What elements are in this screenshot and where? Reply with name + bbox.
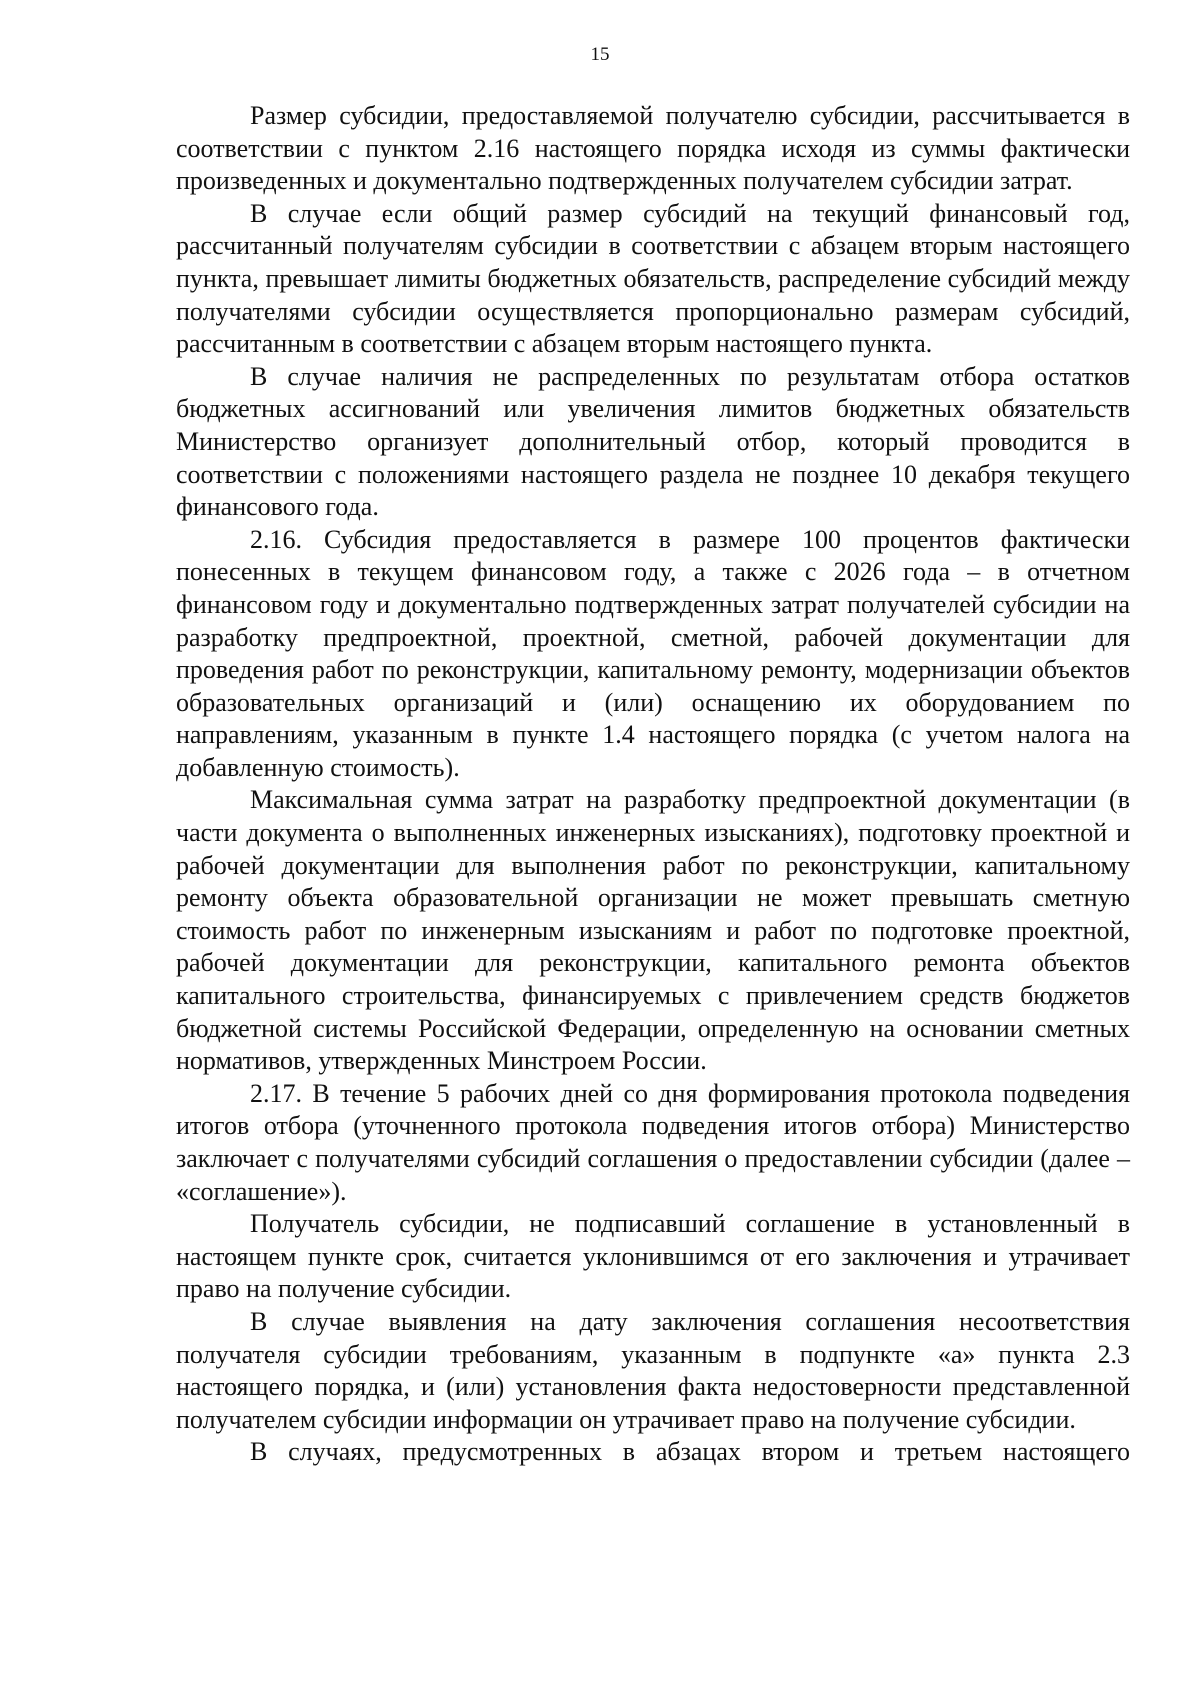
paragraph-clause-2-16: 2.16. Субсидия предоставляется в размере 100 процентов фактически понесенных в текущем финансовом году, а также с 2026 года – в отчетном финансовом году и документально подтвержденных затрат получателей субсидии на разработку предпроектной, проектной, сметной, рабочей документации для проведения работ по реконструкции, капитальному ремонту, модернизации объектов образовательных организаций и (или) оснащению их оборудованием по направлениям, указанным в пункте 1.4 настоящего порядка (с учетом налога на добавленную стоимость). — [176, 524, 1130, 782]
paragraph-evasion: Получатель субсидии, не подписавший соглашение в установленный в настоящем пункте срок, считается уклонившимся от его заключения и утрачивает право на получение субсидии. — [176, 1209, 1130, 1304]
paragraph-continued: В случаях, предусмотренных в абзацах втором и третьем настоящего — [250, 1437, 1130, 1467]
document-body — [176, 100, 1130, 1469]
paragraph-proportional-distribution: В случае если общий размер субсидий на текущий финансовый год, рассчитанный получателям субсидии в соответствии с абзацем вторым настоящего пункта, превышает лимиты бюджетных обязательств, распределение субсидий между получателями субсидии осуществляется пропорционально размерам субсидий, рассчитанным в соответствии с абзацем вторым настоящего пункта. — [176, 198, 1130, 359]
paragraph-nonconformity: В случае выявления на дату заключения соглашения несоответствия получателя субсидии требованиям, указанным в подпункте «а» пункта 2.3 настоящего порядка, и (или) установления факта недостоверности представленной получателем субсидии информации он утрачивает право на получение субсидии. — [176, 1306, 1130, 1434]
paragraph-maximum-costs: Максимальная сумма затрат на разработку предпроектной документации (в части документа о выполненных инженерных изысканиях), подготовку проектной и рабочей документации для выполнения работ по реконструкции, капитальному ремонту объекта образовательной организации не может превышать сметную стоимость работ по инженерным изысканиям и работ по подготовке проектной, рабочей документации для реконструкции, капитального ремонта объектов капитального строительства, финансируемых с привлечением средств бюджетов бюджетной системы Российской Федерации, определенную на основании сметных нормативов, утвержденных Минстроем России. — [176, 785, 1130, 1076]
page-number: 15 — [590, 44, 610, 65]
paragraph-additional-selection: В случае наличия не распределенных по результатам отбора остатков бюджетных ассигнований или увеличения лимитов бюджетных обязательств Министерство организует дополнительный отбор, который проводится в соответствии с положениями настоящего раздела не позднее 10 декабря текущего финансового года. — [176, 361, 1130, 522]
paragraph-clause-2-17: 2.17. В течение 5 рабочих дней со дня формирования протокола подведения итогов отбора (уточненного протокола подведения итогов отбора) Министерство заключает с получателями субсидий соглашения о предоставлении субсидии (далее – «соглашение»). — [176, 1078, 1130, 1206]
paragraph-subsidy-amount: Размер субсидии, предоставляемой получателю субсидии, рассчитывается в соответствии с пунктом 2.16 настоящего порядка исходя из суммы фактически произведенных и документально подтвержденных получателем субсидии затрат. — [176, 101, 1130, 196]
